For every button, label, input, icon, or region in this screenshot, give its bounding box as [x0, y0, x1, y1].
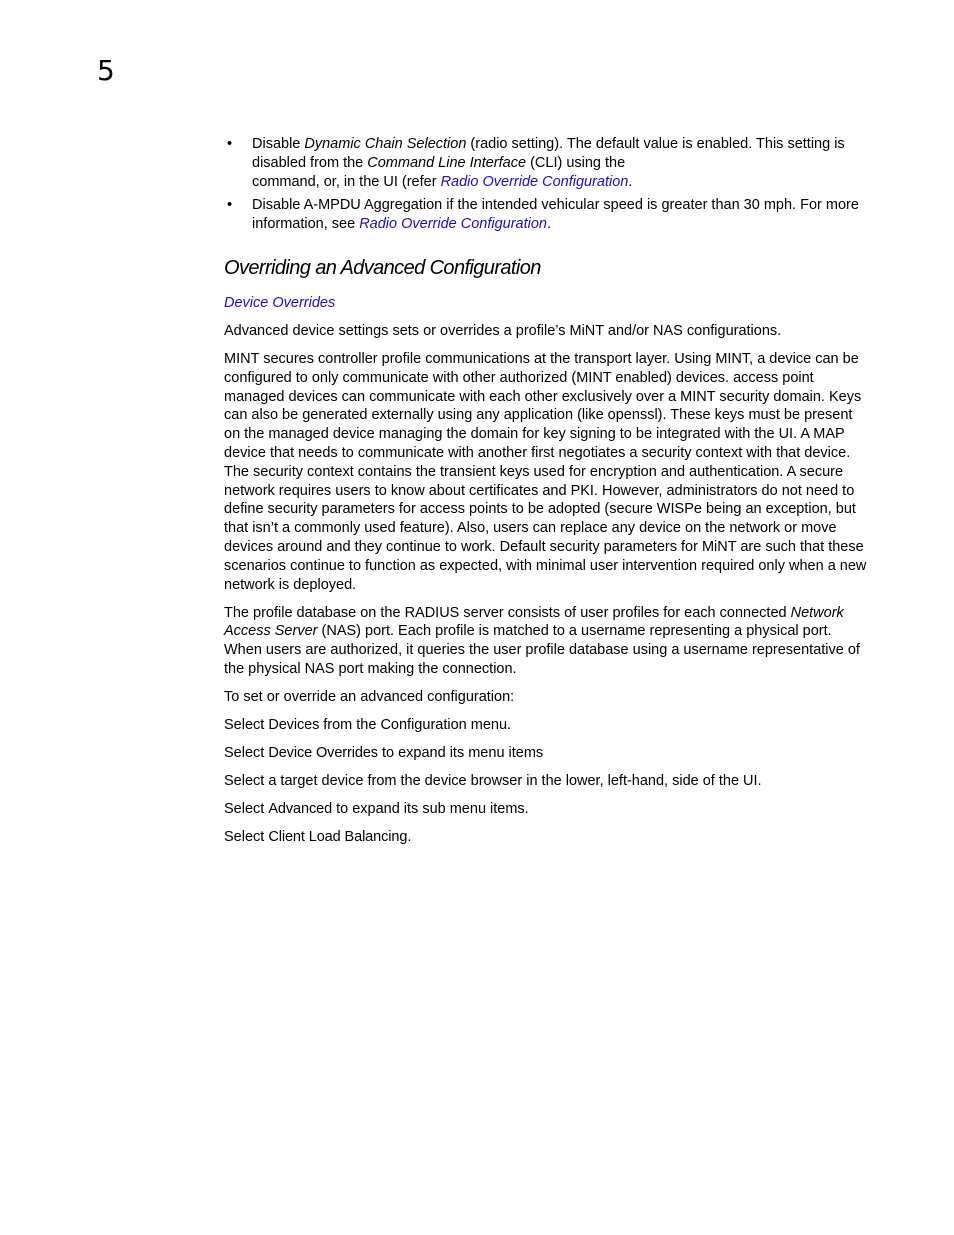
radio-override-link[interactable]: Radio Override Configuration [359, 216, 547, 233]
bullet-item-ampdu: • Disable A-MPDU Aggregation if the intended vehicular speed is greater than 30 mph. For more information, see Radio Override Configuration. [227, 197, 859, 233]
step-item: Select Client Load Balancing. [224, 828, 412, 845]
radius-paragraph: The profile database on the RADIUS server consists of user profiles for each connected Network Access Server (NAS) port. Each profile is matched to a username representing a physical port. When users are authorized, it queries the user profile database using a username representative of the physical NAS port making the connection. [224, 604, 860, 677]
mint-paragraph: MINT secures controller profile communications at the transport layer. Using MINT, a device can be configured to only communicate with other authorized (MINT enabled) devices. access point managed devices can communicate with each other exclusively over a MINT security domain. Keys can also be generated externally using any application (like openssl). These keys must be present on the managed device managing the domain for key signing to be integrated with the UI. A MAP device that needs to communicate with another first negotiates a security context with that device. The security context contains the transient keys used for encryption and authentication. A secure network requires users to know about certificates and PKI. However, administrators do not need to define security parameters for access points to be adopted (secure WISPe being an exception, but that isn’t a commonly used feature). Also, users can replace any device on the network or move devices around and they continue to work. Default security parameters for MiNT are such that these scenarios continue to function as expected, with minimal user intervention required only when a new network is deployed. [224, 350, 867, 593]
section-title: Overriding an Advanced Configuration [224, 257, 541, 279]
menu-term: Client Load Balancing. [268, 828, 412, 845]
section-content [224, 294, 872, 856]
intro-paragraph: Advanced device settings sets or overrides a profile’s MiNT and/or NAS configurations. [224, 322, 782, 339]
menu-term: Advanced [268, 800, 333, 817]
bullet-icon: • [227, 197, 233, 214]
chapter-number: 5 [97, 54, 115, 87]
step-item: Select Device Overrides to expand its menu items [224, 744, 544, 761]
bullet-item-dynamic-chain: • Disable Dynamic Chain Selection (radio setting). The default value is enabled. This setting is disabled from the Command Line Interface (CLI) using the command, or, in the UI (refer Radio Override Configuration. [227, 136, 845, 190]
step-item: Select Advanced to expand its sub menu items. [224, 800, 529, 817]
bullet-icon: • [227, 136, 233, 152]
device-overrides-link[interactable]: Device Overrides [224, 295, 336, 311]
step-item: Select Devices from the Configuration menu. [224, 716, 512, 733]
radio-override-link[interactable]: Radio Override Configuration [440, 173, 629, 190]
menu-term: Device Overrides [268, 744, 378, 761]
step-item: Select a target device from the device browser in the lower, left-hand, side of the UI. [224, 772, 762, 789]
menu-term: Devices [268, 716, 320, 733]
steps-intro: To set or override an advanced configuration: [224, 688, 515, 705]
bullet-list [224, 135, 874, 239]
